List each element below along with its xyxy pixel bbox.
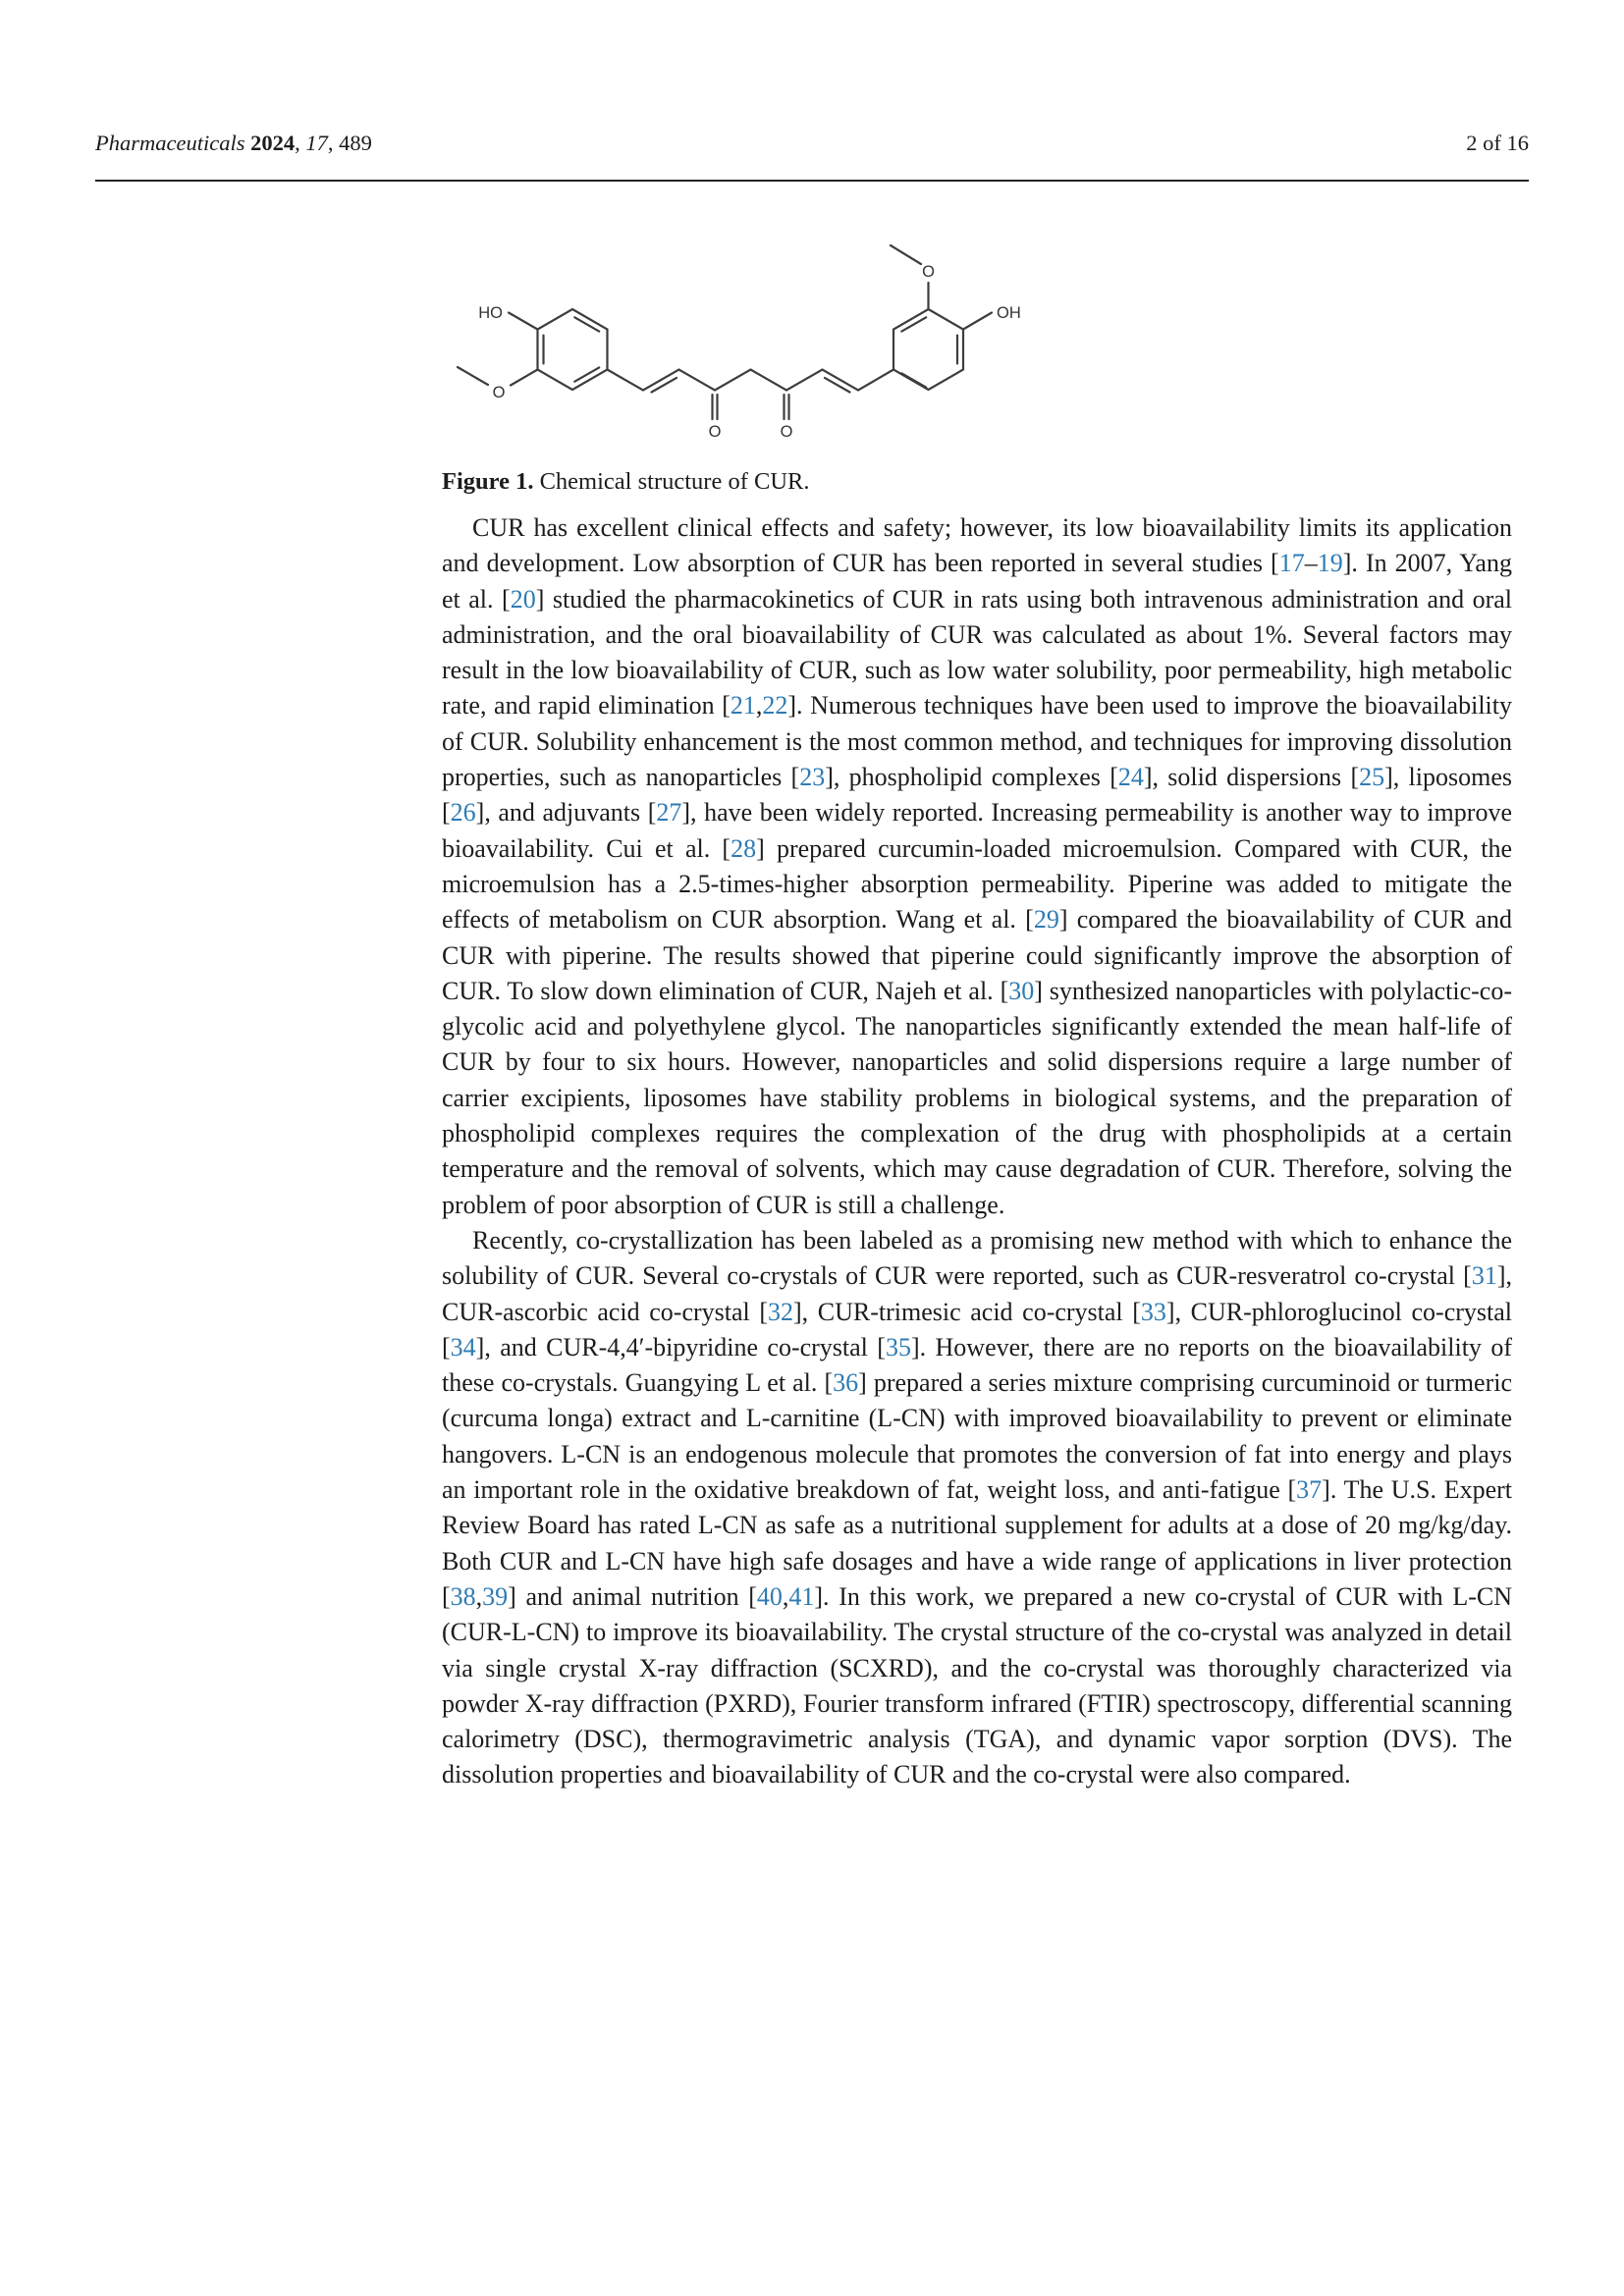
page-indicator: 2 of 16	[1466, 131, 1529, 155]
citation-link[interactable]: 26	[450, 798, 476, 828]
separator: ,	[295, 131, 306, 155]
citation-link[interactable]: 24	[1117, 763, 1144, 792]
citation-link[interactable]: 35	[885, 1332, 911, 1362]
header-divider	[95, 180, 1529, 182]
figure-1	[442, 234, 1056, 448]
citation-link[interactable]: 25	[1359, 763, 1385, 792]
citation-link[interactable]: 22	[762, 691, 788, 721]
citation-link[interactable]: 37	[1296, 1475, 1323, 1505]
citation-link[interactable]: 36	[833, 1368, 859, 1398]
body-paragraph: Recently, co-crystallization has been labeled as a promising new method with which to enhance the solubility of CUR. Several co-crystals of CUR were reported, such as CUR-resveratrol co-crystal [31], CUR-ascorbic acid co-crystal [32], CUR-trimesic acid co-crystal [33], CUR-phloroglucinol co-crystal [34], and CUR-4,4′-bipyridine co-crystal [35]. However, there are no reports on the bioavailability of these co-crystals. Guangying L et al. [36] prepared a series mixture comprising curcuminoid or turmeric (curcuma longa) extract and L-carnitine (L-CN) with improved bioavailability to prevent or eliminate hangovers. L-CN is an endogenous molecule that promotes the conversion of fat into energy and plays an important role in the oxidative breakdown of fat, weight loss, and anti-fatigue [37]. The U.S. Expert Review Board has rated L-CN as safe as a nutritional supplement for adults at a dose of 20 mg/kg/day. Both CUR and L-CN have high safe dosages and have a wide range of applications in liver protection [38,39] and animal nutrition [40,41]. In this work, we prepared a new co-crystal of CUR with L-CN (CUR-L-CN) to improve its bioavailability. The crystal structure of the co-crystal was analyzed in detail via single crystal X-ray diffraction (SCXRD), and the co-crystal was thoroughly characterized via powder X-ray diffraction (PXRD), Fourier transform infrared (FTIR) spectroscopy, differential scanning calorimetry (DSC), thermogravimetric analysis (TGA), and dynamic vapor sorption (DVS). The dissolution properties and bioavailability of CUR and the co-crystal were also compared.	[442, 1225, 1513, 1789]
citation-link[interactable]: 23	[799, 763, 826, 792]
body-paragraph: CUR has excellent clinical effects and safety; however, its low bioavailability limits its application and development. Low absorption of CUR has been reported in several studies [17–19]. In 2007, Yang et al. [20] studied the pharmacokinetics of CUR in rats using both intravenous administration and oral administration, and the oral bioavailability of CUR was calculated as about 1%. Several factors may result in the low bioavailability of CUR, such as low water solubility, poor permeability, high metabolic rate, and rapid elimination [21,22]. Numerous techniques have been used to improve the bioavailability of CUR. Solubility enhancement is the most common method, and techniques for improving dissolution properties, such as nanoparticles [23], phospholipid complexes [24], solid dispersions [25], liposomes [26], and adjuvants [27], have been widely reported. Increasing permeability is another way to improve bioavailability. Cui et al. [28] prepared curcumin-loaded microemulsion. Compared with CUR, the microemulsion has a 2.5-times-higher absorption permeability. Piperine was added to mitigate the effects of metabolism on CUR absorption. Wang et al. [29] compared the bioavailability of CUR and CUR with piperine. The results showed that piperine could significantly improve the absorption of CUR. To slow down elimination of CUR, Najeh et al. [30] synthesized nanoparticles with polylactic-co-glycolic acid and polyethylene glycol. The nanoparticles significantly extended the mean half-life of CUR by four to six hours. However, nanoparticles and solid dispersions require a large number of carrier excipients, liposomes have stability problems in biological systems, and the preparation of phospholipid complexes requires the complexation of the drug with phospholipids at a certain temperature and the removal of solvents, which may cause degradation of CUR. Therefore, solving the problem of poor absorption of CUR is still a challenge.	[442, 513, 1513, 1219]
citation-link[interactable]: 27	[656, 798, 682, 828]
journal-year: 2024	[250, 131, 296, 155]
citation-link[interactable]: 33	[1140, 1297, 1166, 1326]
citation-link[interactable]: 31	[1471, 1261, 1497, 1291]
citation-link[interactable]: 20	[510, 584, 536, 614]
citation-link[interactable]: 21	[730, 691, 756, 721]
citation-link[interactable]: 19	[1317, 549, 1343, 578]
curcumin-structure-image	[442, 234, 1056, 448]
citation-link[interactable]: 40	[756, 1581, 783, 1611]
article-number: , 489	[327, 131, 372, 155]
citation-link[interactable]: 30	[1008, 976, 1035, 1005]
citation-link[interactable]: 41	[788, 1581, 815, 1611]
running-head	[95, 131, 1529, 156]
atom-label-o-methoxy-left: O	[492, 384, 506, 401]
journal-name: Pharmaceuticals	[95, 131, 245, 155]
citation-link[interactable]: 28	[731, 833, 757, 863]
citation-link[interactable]: 32	[768, 1297, 794, 1326]
atom-label-o-carbonyl-1: O	[708, 423, 722, 441]
citation-link[interactable]: 17	[1278, 549, 1305, 578]
right-benzene-ring	[893, 309, 963, 390]
atom-label-ho: HO	[478, 304, 503, 322]
atom-label-o-carbonyl-2: O	[780, 423, 793, 441]
atom-label-o-methoxy-right: O	[922, 263, 935, 281]
journal-citation	[95, 131, 372, 156]
article-body	[442, 510, 1512, 1793]
atom-label-oh-right: OH	[997, 304, 1021, 322]
citation-link[interactable]: 34	[450, 1332, 476, 1362]
citation-link[interactable]: 29	[1033, 905, 1059, 934]
citation-link[interactable]: 38	[450, 1581, 476, 1611]
citation-link[interactable]: 39	[482, 1581, 509, 1611]
figure-caption-label: Figure 1.	[442, 468, 534, 495]
left-benzene-ring	[538, 309, 608, 390]
figure-caption-text: Chemical structure of CUR.	[539, 468, 810, 495]
figure-1-caption	[442, 468, 1512, 496]
journal-volume: 17	[305, 131, 328, 155]
